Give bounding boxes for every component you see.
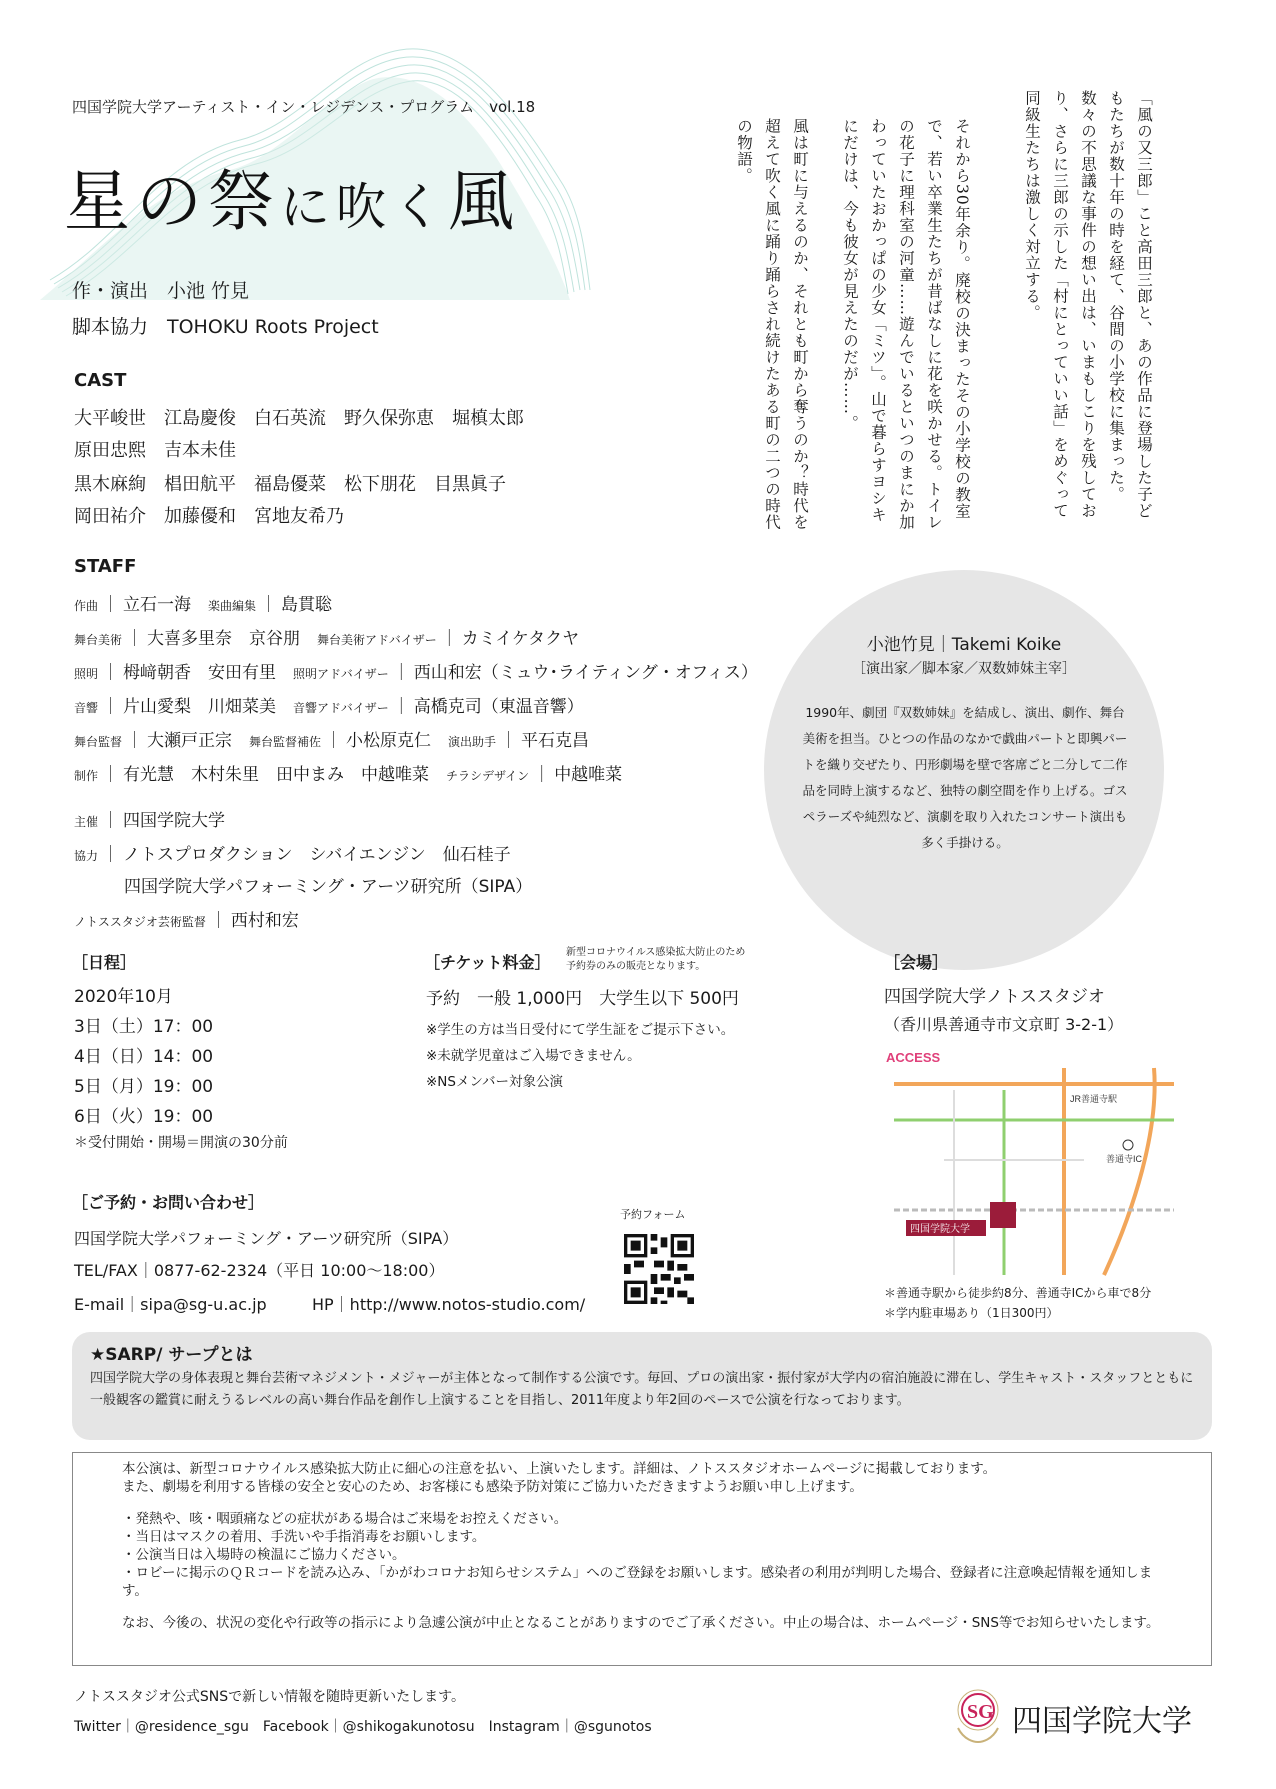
program-name: 四国学院大学アーティスト・イン・レジデンス・プログラム vol.18: [72, 98, 536, 116]
staff-name: カミイケタクヤ: [461, 629, 580, 649]
staff-row: 舞台美術 ｜ 大喜多里奈 京谷朋 舞台美術アドバイザー ｜ カミイケタクヤ: [74, 629, 580, 649]
bio-name: 小池竹見｜Takemi Koike: [866, 635, 1062, 655]
staff-role: 音響: [74, 701, 99, 715]
cast-member: 松下朋花: [344, 474, 416, 495]
staff-name: 島貫聡: [281, 595, 333, 615]
qr-code[interactable]: [624, 1234, 694, 1304]
ticket-covid-note: [566, 946, 745, 974]
staff-row: 制作 ｜ 有光慧 木村朱里 田中まみ 中越唯菜 チラシデザイン ｜ 中越唯菜: [74, 765, 623, 785]
schedule-date: 6日（火）19：00: [74, 1107, 214, 1127]
schedule-heading: ［日程］: [72, 953, 137, 972]
ticket-note: ※学生の方は当日受付にて学生証をご提示下さい。: [426, 1022, 735, 1038]
staff-row: 照明 ｜ 栂﨑朝香 安田有里 照明アドバイザー ｜ 西山和宏（ミュウ･ライティング・オフィス）: [74, 663, 758, 683]
cooperation-label: 協力: [74, 849, 99, 863]
contact-tel: TEL/FAX｜0877-62-2324（平日 10:00〜18:00）: [74, 1261, 445, 1280]
cast-member: 黒木麻絢: [74, 474, 146, 495]
staff-name: 有光慧 木村朱里 田中まみ 中越唯菜: [123, 765, 430, 785]
notice-bullet: ・ロビーに掲示のＱＲコードを読み込み、「かがわコロナお知らせシステム」へのご登録をお願いします。感染者の利用が判明した場合、登録者に注意喚起情報を通知します。: [122, 1565, 1153, 1599]
staff-row: 舞台監督 ｜ 大瀬戸正宗 舞台監督補佐 ｜ 小松原克仁 演出助手 ｜ 平石克昌: [74, 731, 590, 751]
script-credit: 脚本協力 TOHOKU Roots Project: [72, 316, 379, 338]
contact-email[interactable]: E-mail｜sipa@sg-u.ac.jp: [74, 1295, 267, 1314]
staff-name: 小松原克仁: [346, 731, 432, 751]
notice-text: [122, 1460, 1172, 1632]
cast-member: 堀槙太郎: [452, 408, 524, 429]
access-map: [884, 1050, 1184, 1280]
map-univ-label: 四国学院大学: [910, 1224, 970, 1235]
story-paragraph-1: 「風の又三郎」こと高田三郎と、あの作品に登場した子どもたちが数十年の時を経て、谷間の小学校に集まった。数々の不思議な事件の想い出は、いまもしこりを残しており、さらに三郎の示した「村にとっていい話」をめぐって同級生たちは激しく対立する。: [1023, 90, 1153, 519]
contact-hp[interactable]: HP｜http://www.notos-studio.com/: [312, 1295, 586, 1314]
art-director-label: ノトススタジオ芸術監督: [74, 915, 206, 929]
university-logo-icon: [948, 1682, 1008, 1746]
staff-role: 舞台美術: [74, 633, 123, 647]
director-credit: 作・演出 小池 竹見: [72, 280, 250, 302]
venue-address: （香川県善通寺市文京町 3-2-1）: [884, 1015, 1124, 1034]
contact-org: 四国学院大学パフォーミング・アーツ研究所（SIPA）: [74, 1229, 459, 1248]
sarp-heading: ★SARP/ サープとは: [90, 1345, 253, 1365]
cast-member: 原田忠熙: [74, 440, 146, 461]
staff-row: 作曲 ｜ 立石一海 楽曲編集 ｜ 島貫聡: [74, 595, 333, 615]
staff-name: 大瀬戸正宗: [147, 731, 233, 751]
notice-bullet: ・発熱や、咳・咽頭痛などの症状がある場合はご来場をお控えください。: [122, 1511, 568, 1527]
venue-heading: ［会場］: [884, 953, 949, 972]
staff-role: チラシデザイン: [446, 769, 530, 783]
schedule-month: 2020年10月: [74, 987, 173, 1007]
notice-paragraph: 本公演は、新型コロナウイルス感染拡大防止に細心の注意を払い、上演いたします。詳細は、ノトススタジオホームページに掲載しております。: [122, 1461, 997, 1477]
title-part-2: に吹く: [280, 178, 448, 236]
sarp-text: 四国学院大学の身体表現と舞台芸術マネジメント・メジャーが主体となって制作する公演です。毎回、プロの演出家・振付家が大学内の宿泊施設に滞在し、学生キャスト・スタッフとともに一般観客の鑑賞に耐えうるレベルの高い舞台作品を創作し上演することを目指し、2011年度より年2回のペースで公演を行なっております。: [90, 1371, 1194, 1408]
cooperation-names: ノトスプロダクション シバイエンジン 仙石桂子: [123, 845, 511, 865]
qr-form-label: 予約フォーム: [620, 1208, 686, 1221]
story-paragraph-3: 風は町に与えるのか、それとも町から奪うのか？時代を超えて吹く風に踊り踊らされ続けたある町の二つの時代の物語。: [735, 118, 809, 531]
cast-row: [74, 404, 542, 430]
ticket-price: 予約 一般 1,000円 大学生以下 500円: [426, 989, 739, 1009]
art-director-name: 西村和宏: [230, 911, 299, 931]
svg-text:SG: SG: [967, 1701, 994, 1723]
staff-name: 平石克昌: [521, 731, 590, 751]
staff-name: 立石一海: [123, 595, 192, 615]
staff-name: 片山愛梨 川畑菜美: [123, 697, 277, 717]
staff-name: 西山和宏（ミュウ･ライティング・オフィス）: [413, 663, 758, 683]
ticket-covid-note-line: 予約券のみの販売となります。: [566, 961, 706, 972]
schedule-date: 5日（月）19：00: [74, 1077, 214, 1097]
cast-member: 野久保弥恵: [344, 408, 434, 429]
bio-role: ［演出家／脚本家／双数姉妹主宰］: [852, 661, 1076, 677]
cast-heading: CAST: [74, 370, 127, 391]
ticket-heading: ［チケット料金］: [424, 953, 551, 972]
staff-name: 高橋克司（東温音響）: [413, 697, 584, 717]
sns-links[interactable]: Twitter｜@residence_sgu Facebook｜@shikogakunotosu Instagram｜@sgunotos: [74, 1719, 652, 1735]
map-access-label: ACCESS: [886, 1050, 941, 1065]
cast-member: 椙田航平: [164, 474, 236, 495]
staff-row: 音響 ｜ 片山愛梨 川畑菜美 音響アドバイザー ｜ 高橋克司（東温音響）: [74, 697, 584, 717]
notice-bullet: ・公演当日は入場時の検温にご協力ください。: [122, 1547, 406, 1563]
staff-name: 中越唯菜: [554, 765, 623, 785]
bio-text: 1990年、劇団『双数姉妹』を結成し、演出、劇作、舞台美術を担当。ひとつの作品のなかで戯曲パートと即興パートを織り交ぜたり、円形劇場を壁で客席ごと二分して二作品を同時上演するなど、独特の劇空間を作り上げる。ゴスペラーズや純烈など、演劇を取り入れたコンサート演出も多く手掛ける。: [802, 705, 1128, 850]
staff-name: 大喜多里奈 京谷朋: [147, 629, 301, 649]
cast-member: 岡田祐介: [74, 506, 146, 527]
cast-member: 福島優菜: [254, 474, 326, 495]
notice-bullet: ・当日はマスクの着用、手洗いや手指消毒をお願いします。: [122, 1529, 486, 1545]
cast-member: 江島慶俊: [164, 408, 236, 429]
staff-role: 作曲: [74, 599, 99, 613]
venue-name: 四国学院大学ノトススタジオ: [884, 987, 1105, 1007]
map-ic-label: 善通寺IC: [1106, 1154, 1143, 1164]
cast-row: [74, 502, 362, 528]
ticket-covid-note-line: 新型コロナウイルス感染拡大防止のため: [566, 947, 746, 958]
staff-role: 照明アドバイザー: [293, 667, 389, 681]
cast-member: 吉本未佳: [164, 440, 236, 461]
ticket-note: ※NSメンバー対象公演: [426, 1074, 564, 1090]
art-director-row: ノトススタジオ芸術監督 ｜ 西村和宏: [74, 911, 299, 931]
cooperation-row: 協力 ｜ ノトスプロダクション シバイエンジン 仙石桂子: [74, 845, 511, 865]
staff-role: 制作: [74, 769, 99, 783]
cast-member: 大平峻世: [74, 408, 146, 429]
title-part-1: 星の祭: [64, 163, 280, 240]
staff-role: 照明: [74, 667, 99, 681]
schedule-date: 3日（土）17：00: [74, 1017, 214, 1037]
staff-role: 演出助手: [448, 735, 497, 749]
title-part-3: 風: [448, 163, 520, 240]
organizer-name: 四国学院大学: [123, 811, 226, 831]
cast-member: 目黒眞子: [434, 474, 506, 495]
venue-note: ＊学内駐車場あり（1日300円）: [884, 1306, 1059, 1320]
map-station-label: JR善通寺駅: [1070, 1094, 1117, 1104]
cast-member: 宮地友希乃: [254, 506, 344, 527]
staff-role: 舞台監督補佐: [249, 735, 322, 749]
staff-heading: STAFF: [74, 556, 137, 577]
cast-member: 加藤優和: [164, 506, 236, 527]
cooperation-row-2: 四国学院大学パフォーミング・アーツ研究所（SIPA）: [124, 877, 533, 897]
venue-note: ＊善通寺駅から徒歩約8分、善通寺ICから車で8分: [884, 1286, 1152, 1300]
schedule-note: ＊受付開始・開場＝開演の30分前: [74, 1135, 288, 1151]
ticket-note: ※未就学児童はご入場できません。: [426, 1048, 641, 1064]
notice-paragraph: また、劇場を利用する皆様の安全と安心のため、お客様にも感染予防対策にご協力いただきますようお願い申し上げます。: [122, 1479, 863, 1495]
cast-member: 白石英流: [254, 408, 326, 429]
staff-role: 舞台監督: [74, 735, 123, 749]
story-paragraph-2: それから30年余り。廃校の決まったその小学校の教室で、若い卒業生たちが昔ばなしに花を咲かせる。トイレの花子に理科室の河童……遊んでいるといつのまにか加わっていたおかっぱの少女「ミツ」。山で暮らすヨシキにだけは、今も彼女が見えたのだが……。: [841, 118, 971, 531]
page-title: [64, 148, 520, 243]
organizer-row: 主催 ｜ 四国学院大学: [74, 811, 226, 831]
sns-note: ノトススタジオ公式SNSで新しい情報を随時更新いたします。: [74, 1689, 465, 1705]
notice-paragraph: なお、今後の、状況の変化や行政等の指示により急遽公演が中止となることがありますのでご了承ください。中止の場合は、ホームページ・SNS等でお知らせいたします。: [122, 1615, 1160, 1631]
staff-role: 音響アドバイザー: [293, 701, 389, 715]
contact-heading: ［ご予約・お問い合わせ］: [72, 1193, 265, 1212]
staff-role: 楽曲編集: [208, 599, 257, 613]
schedule-date: 4日（日）14：00: [74, 1047, 214, 1067]
staff-role: 舞台美術アドバイザー: [317, 633, 437, 647]
staff-name: 栂﨑朝香 安田有里: [123, 663, 277, 683]
organizer-label: 主催: [74, 815, 99, 829]
cast-row: [74, 436, 254, 462]
university-logo-text: 四国学院大学: [1012, 1704, 1192, 1739]
cast-row: [74, 470, 524, 496]
